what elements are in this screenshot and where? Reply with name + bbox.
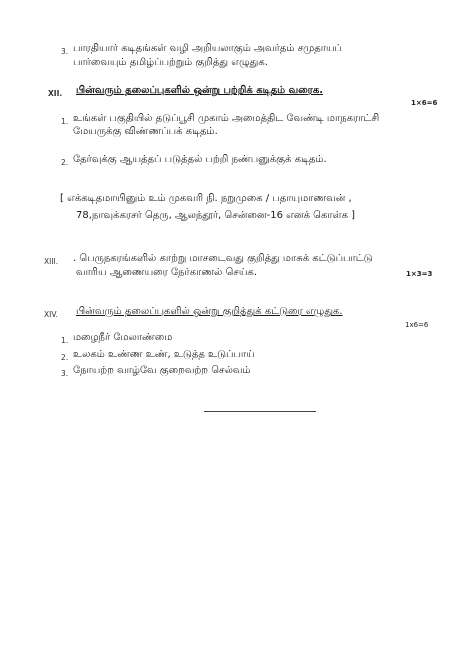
question-text-line: பார்வையும் தமிழ்ப்பற்றும் குறித்து எழுதுக. — [73, 57, 268, 68]
list-item-number: 1. — [61, 117, 69, 126]
section-number: XIV. — [44, 310, 58, 319]
list-item-text: உலகம் உண்ண உண், உடுத்த உடுப்பாய் — [73, 349, 255, 360]
list-item-text: உங்கள் பகுதியில் தடுப்பூசி முகாம் அமைத்திட வேண்டி மாநகராட்சி — [73, 113, 380, 124]
question-text-line: பாரதியார் கடிதங்கள் வழி அறியலாகும் அவர்தம் சமுதாயப் — [73, 43, 342, 54]
question-text-line: . பெருநகரங்களில் காற்று மாசடைவது குறித்து மாசுக் கட்டுப்பாட்டு — [73, 253, 373, 264]
list-item-text: நோயற்ற வாழ்வே குறைவற்ற செல்வம் — [73, 365, 251, 376]
section-marks: 1x6=6 — [405, 321, 429, 329]
list-item-number: 2. — [61, 353, 69, 362]
list-item-text: தேர்வுக்கு ஆயத்தப் படுத்தல் பற்றி நண்பனுக்குக் கடிதம். — [73, 154, 327, 165]
end-divider — [204, 411, 316, 412]
list-item-number: 3. — [61, 369, 69, 378]
list-item-text: மேயருக்கு விண்ணப்பக் கடிதம். — [73, 126, 218, 137]
note-text: 78,நாவுக்கரசர் தெரு, ஆலந்தூர், சென்னை-16 எனக் கொள்க ] — [76, 210, 356, 221]
section-marks: 1×6=6 — [411, 99, 438, 107]
section-title: பின்வரும் தலைப்புகளில் ஒன்று குறித்துக் கட்டுரை எழுதுக. — [76, 306, 343, 317]
question-text-line: வாரிய ஆணையரை நேர்காணல் செய்க. — [76, 267, 257, 278]
section-number: XII. — [48, 89, 63, 98]
section-number: XIII. — [44, 257, 59, 266]
list-item-text: மழைநீர் மேலாண்மை — [73, 332, 173, 343]
section-title: பின்வரும் தலைப்புகளில் ஒன்று பற்றிக் கடிதம் வரைக. — [76, 85, 324, 96]
question-number: 3. — [61, 47, 69, 56]
note-text: [ எக்கடிதமாயினும் உம் முகவரி நி. நறுமுகை / பதாயுமாணவன் , — [60, 193, 352, 204]
section-marks: 1×3=3 — [406, 270, 433, 278]
list-item-number: 1. — [61, 336, 69, 345]
list-item-number: 2. — [61, 158, 69, 167]
